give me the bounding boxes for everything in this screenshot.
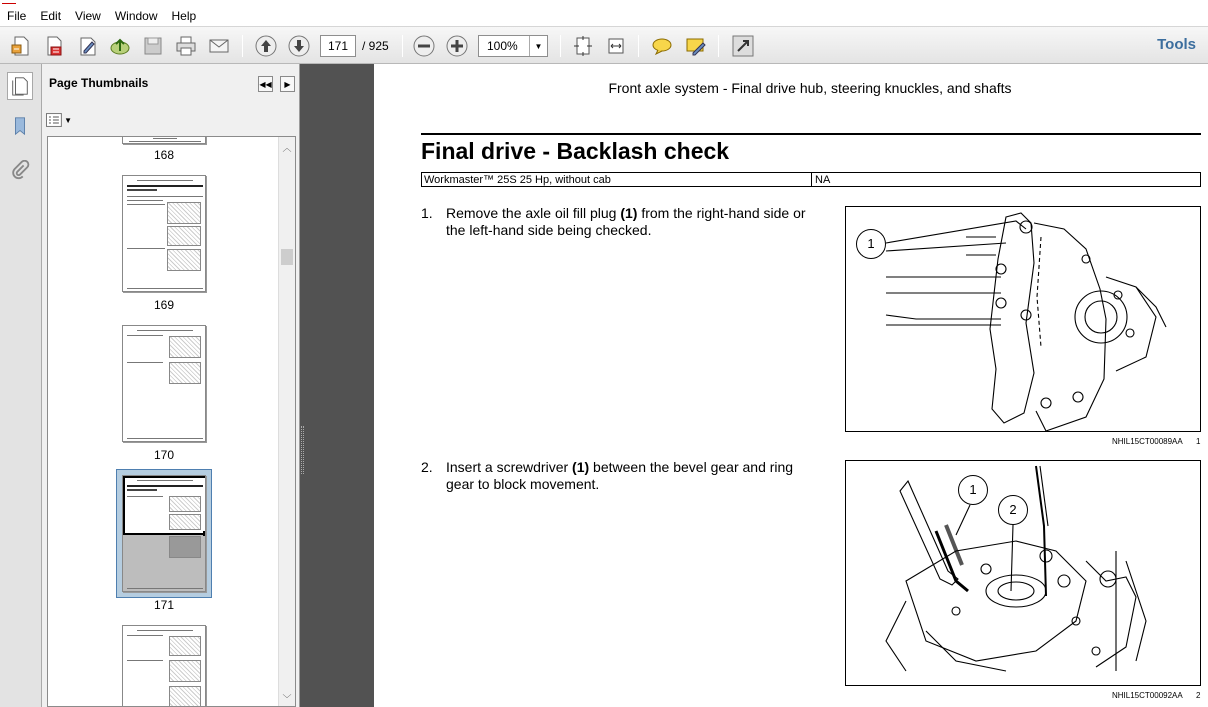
- page-header: Front axle system - Final drive hub, steering knuckles, and shafts: [608, 80, 1012, 96]
- fit-page-icon[interactable]: [571, 34, 595, 58]
- collapse-panel-icon[interactable]: ◀◀: [258, 76, 273, 92]
- edit-icon[interactable]: [76, 34, 100, 58]
- page-title: Final drive - Backlash check: [421, 138, 730, 164]
- thumbnail-options-icon[interactable]: ▼: [46, 112, 72, 128]
- thumbnail-list[interactable]: [47, 136, 296, 707]
- model-table: [421, 172, 1201, 187]
- document-page: Front axle system - Final drive hub, steering knuckles, and shafts Final drive - Backlash check Workmaster™ 25S 25 Hp, without cab NA 1. Remove the axle oil fill plug (1) from the right-hand side or the left-hand side being checked. 1 NHIL15CT00089AA 1 2. Insert a screwdriver (1) between the bevel gear and ring gear to block movement. 1 2 NHIL15CT00092AA 2: [374, 64, 1208, 707]
- fit-width-icon[interactable]: [604, 34, 628, 58]
- document-workspace: [300, 64, 374, 707]
- thumbnail-scrollbar[interactable]: [278, 137, 295, 707]
- panel-title: Page Thumbnails: [49, 76, 149, 90]
- menu-help[interactable]: Help: [171, 9, 197, 23]
- thumbnail-page-171[interactable]: [122, 475, 206, 592]
- menu-view[interactable]: View: [75, 9, 101, 23]
- thumbnail-label: 168: [153, 148, 175, 162]
- figure-2-callout-2: 2: [998, 495, 1028, 525]
- figure-1-callout: 1: [856, 229, 886, 259]
- save-icon[interactable]: [141, 34, 165, 58]
- model-name: Workmaster™ 25S 25 Hp, without cab: [424, 174, 611, 186]
- page-total: / 925: [362, 39, 389, 53]
- page-number-input[interactable]: 171: [320, 35, 356, 57]
- upload-icon[interactable]: [108, 34, 132, 58]
- figure-1-code: NHIL15CT00089AA: [1112, 437, 1183, 446]
- figure-2-index: 2: [1196, 691, 1201, 700]
- thumbnail-label: 170: [153, 448, 175, 462]
- comment-icon[interactable]: [650, 34, 674, 58]
- scrollbar-thumb[interactable]: [281, 249, 293, 265]
- expand-panel-icon[interactable]: ▶: [280, 76, 295, 92]
- fullscreen-icon[interactable]: [731, 34, 755, 58]
- zoom-select[interactable]: [478, 35, 548, 57]
- app-icon: [2, 0, 16, 4]
- page-thumbnails-panel: [42, 64, 300, 707]
- title-rule: [421, 133, 1201, 135]
- menu-bar: [0, 6, 1208, 26]
- bookmark-icon[interactable]: [7, 112, 33, 140]
- menu-edit[interactable]: Edit: [40, 9, 62, 23]
- figure-2: [845, 460, 1201, 686]
- chevron-down-icon[interactable]: ▼: [529, 36, 547, 56]
- toolbar: [0, 26, 1208, 64]
- tools-button[interactable]: Tools: [1157, 36, 1196, 53]
- sign-icon[interactable]: [684, 34, 708, 58]
- zoom-value: 100%: [487, 39, 518, 53]
- pages-icon[interactable]: [7, 72, 33, 100]
- navigation-rail: [0, 64, 42, 707]
- figure-1: [845, 206, 1201, 432]
- attachment-icon[interactable]: [7, 156, 33, 184]
- zoom-in-icon[interactable]: [445, 34, 469, 58]
- thumbnail-label: 169: [153, 298, 175, 312]
- thumbnail-page-168[interactable]: [122, 136, 206, 144]
- zoom-out-icon[interactable]: [412, 34, 436, 58]
- print-icon[interactable]: [174, 34, 198, 58]
- prev-page-icon[interactable]: [254, 34, 278, 58]
- create-pdf-icon[interactable]: [9, 34, 33, 58]
- thumbnail-page-172[interactable]: [122, 625, 206, 707]
- thumbnail-label: 171: [153, 598, 175, 612]
- panel-resize-grip[interactable]: [301, 426, 304, 474]
- thumbnail-page-170[interactable]: [122, 325, 206, 442]
- figure-2-code: NHIL15CT00092AA: [1112, 691, 1183, 700]
- next-page-icon[interactable]: [287, 34, 311, 58]
- scroll-down-icon[interactable]: ﹀: [282, 693, 292, 704]
- figure-1-index: 1: [1196, 437, 1201, 446]
- model-applicability: NA: [815, 174, 831, 186]
- menu-window[interactable]: Window: [114, 9, 158, 23]
- figure-2-callout-1: 1: [958, 475, 988, 505]
- thumbnail-page-169[interactable]: [122, 175, 206, 292]
- create-icon[interactable]: [42, 34, 66, 58]
- email-icon[interactable]: [207, 34, 231, 58]
- menu-file[interactable]: File: [7, 9, 27, 23]
- scroll-up-icon[interactable]: ︿: [282, 142, 292, 153]
